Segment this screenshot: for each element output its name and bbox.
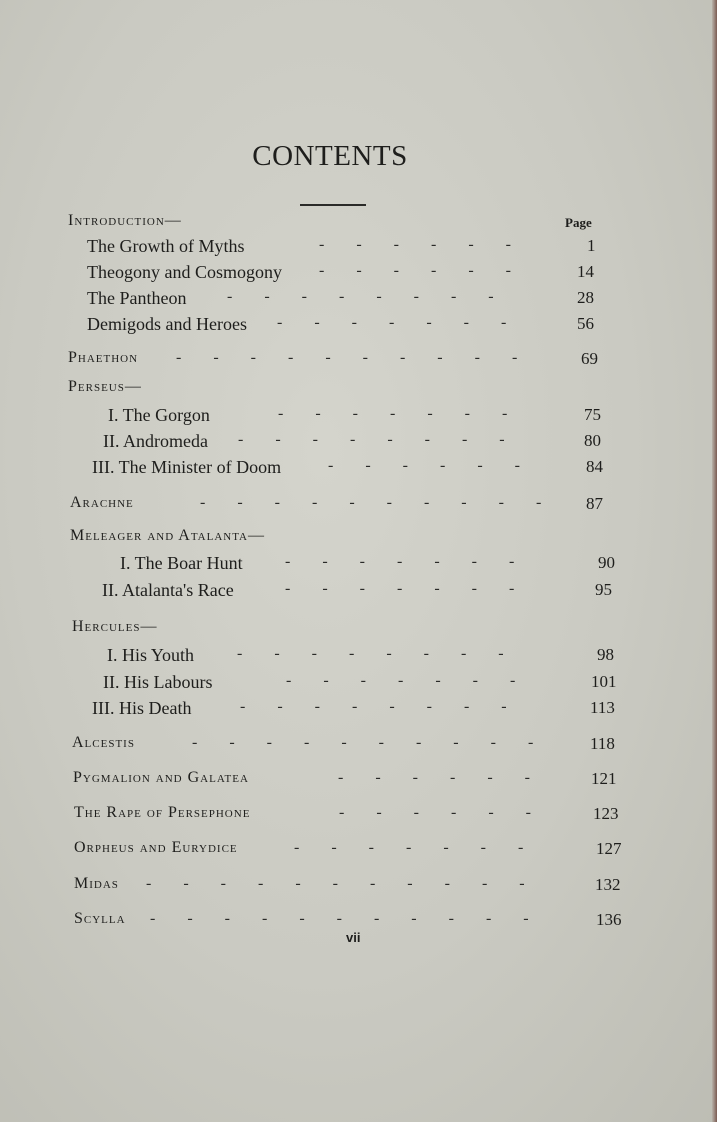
title-rule xyxy=(300,204,366,206)
toc-label: I. His Youth xyxy=(107,645,195,665)
toc-page-number: 113 xyxy=(590,698,615,717)
toc-entry xyxy=(92,698,624,724)
toc-page-number: 14 xyxy=(577,262,594,281)
toc-label: The Rape of Persephone xyxy=(74,804,251,821)
toc-label: Theogony and Cosmogony xyxy=(87,262,282,282)
toc-entry-arachne xyxy=(70,494,630,520)
toc-entry xyxy=(92,457,618,483)
toc-leader: - - - - - - - - - - - xyxy=(150,910,543,927)
page-title: CONTENTS xyxy=(252,140,408,172)
toc-entry xyxy=(87,314,607,340)
page-folio: vii xyxy=(346,930,361,945)
toc-label: Pygmalion and Galatea xyxy=(73,769,249,786)
toc-label: Perseus— xyxy=(68,378,142,395)
toc-page-number: 56 xyxy=(577,314,594,333)
toc-leader: - - - - - - xyxy=(328,457,534,474)
toc-entry xyxy=(103,672,623,698)
toc-page-number: 118 xyxy=(590,734,615,753)
toc-label: II. Andromeda xyxy=(103,431,208,451)
toc-label: Introduction— xyxy=(68,212,182,229)
toc-leader: - - - - - - - xyxy=(286,672,530,689)
toc-leader: - - - - - - - - - - xyxy=(200,494,556,511)
toc-page-number: 80 xyxy=(584,431,601,450)
toc-entry xyxy=(107,645,622,671)
toc-page-number: 84 xyxy=(586,457,603,476)
toc-label: The Pantheon xyxy=(87,288,187,308)
toc-label: Arachne xyxy=(70,494,134,511)
toc-section-meleager xyxy=(70,527,630,553)
toc-entry-pygmalion xyxy=(73,769,633,795)
toc-leader: - - - - - - - xyxy=(294,839,538,856)
toc-entry xyxy=(87,262,607,288)
toc-label: Scylla xyxy=(74,910,126,927)
toc-entry-phaethon xyxy=(68,349,628,375)
toc-leader: - - - - - - - - xyxy=(237,645,518,662)
toc-leader: - - - - - - - xyxy=(285,553,529,570)
toc-section-introduction xyxy=(68,212,628,238)
toc-entry-persephone xyxy=(74,804,634,830)
toc-leader: - - - - - - - - xyxy=(240,698,521,715)
toc-label: III. The Minister of Doom xyxy=(92,457,282,477)
toc-page-number: 87 xyxy=(586,494,603,513)
toc-entry-alcestis xyxy=(72,734,632,760)
toc-page-number: 101 xyxy=(591,672,617,691)
toc-page-number: 69 xyxy=(581,349,598,368)
toc-leader: - - - - - - xyxy=(319,262,525,279)
toc-page-number: 28 xyxy=(577,288,594,307)
toc-label: III. His Death xyxy=(92,698,192,718)
toc-entry-midas xyxy=(74,875,634,901)
toc-leader: - - - - - - xyxy=(338,769,544,786)
toc-page-number: 127 xyxy=(596,839,622,858)
toc-label: I. The Boar Hunt xyxy=(120,553,243,573)
toc-leader: - - - - - - - - - - xyxy=(192,734,548,751)
toc-label: Hercules— xyxy=(72,618,158,635)
toc-entry xyxy=(120,553,620,579)
toc-leader: - - - - - - - - - - - xyxy=(146,875,539,892)
toc-page-number: 132 xyxy=(595,875,621,894)
toc-page-number: 136 xyxy=(596,910,622,929)
toc-label: II. His Labours xyxy=(103,672,213,692)
toc-entry xyxy=(87,288,607,314)
toc-label: The Growth of Myths xyxy=(87,236,245,256)
page-column-header: Page xyxy=(565,215,592,230)
toc-leader: - - - - - - - - - - xyxy=(176,349,532,366)
toc-label: Phaethon xyxy=(68,349,139,366)
toc-label: Meleager and Atalanta— xyxy=(70,527,266,544)
toc-leader: - - - - - - - - xyxy=(227,288,508,305)
toc-entry xyxy=(87,236,607,262)
toc-section-hercules xyxy=(72,618,632,644)
toc-page-number: 95 xyxy=(595,580,612,599)
toc-page-number: 1 xyxy=(587,236,596,255)
toc-label: Demigods and Heroes xyxy=(87,314,247,334)
toc-label: II. Atalanta's Race xyxy=(102,580,234,600)
toc-leader: - - - - - - xyxy=(319,236,525,253)
toc-leader: - - - - - - xyxy=(339,804,545,821)
toc-label: I. The Gorgon xyxy=(108,405,210,425)
toc-page-number: 121 xyxy=(591,769,617,788)
toc-page-number: 98 xyxy=(597,645,614,664)
toc-page-number: 123 xyxy=(593,804,619,823)
toc-leader: - - - - - - - - xyxy=(238,431,519,448)
toc-page-number: 90 xyxy=(598,553,615,572)
toc-leader: - - - - - - - xyxy=(285,580,529,597)
toc-section-perseus xyxy=(68,378,628,404)
toc-entry-orpheus xyxy=(74,839,634,865)
page-edge xyxy=(712,0,717,1122)
toc-page-number: 75 xyxy=(584,405,601,424)
toc-label: Alcestis xyxy=(72,734,135,751)
toc-entry xyxy=(103,431,618,457)
toc-label: Midas xyxy=(74,875,119,892)
toc-entry xyxy=(102,580,620,606)
toc-leader: - - - - - - - xyxy=(278,405,522,422)
toc-label: Orpheus and Eurydice xyxy=(74,839,238,856)
toc-entry xyxy=(108,405,618,431)
toc-leader: - - - - - - - xyxy=(277,314,521,331)
